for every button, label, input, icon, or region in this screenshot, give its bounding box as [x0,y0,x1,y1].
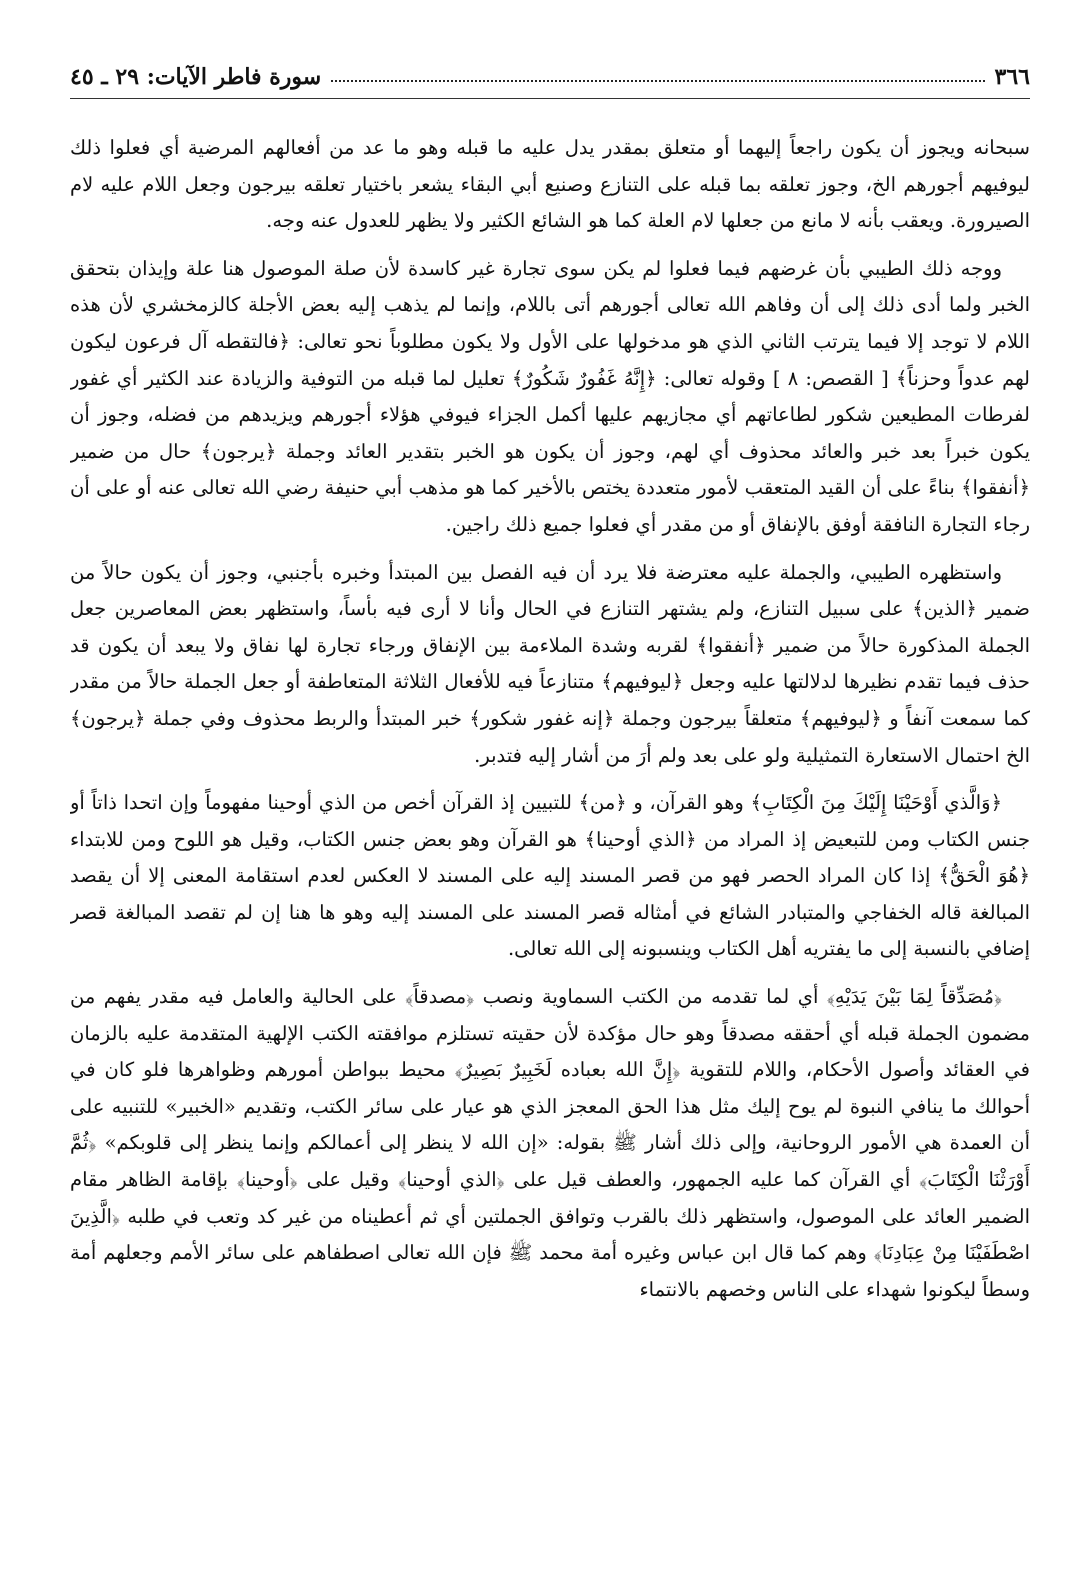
running-title: سورة فاطر الآيات: ٢٩ ـ ٤٥ [70,64,322,90]
paragraph-1: سبحانه ويجوز أن يكون راجعاً إليهما أو متعلق بمقدر يدل عليه ما قبله وهو ما عد من أفعالهم المرضية أي فعلوا ذلك ليوفيهم أجورهم الخ، وجوز تعلقه بما قبله على التنازع وصنيع أبي البقاء يشعر باختيار تعلقه بيرجون وجعل اللام عليه لام الصيرورة. ويعقب بأنه لا مانع من جعلها لام العلة كما هو الشائع الكثير ولا يظهر للعدول عنه وجه. [70,136,1030,233]
header-dot-leader [331,62,984,82]
page-body [70,130,1030,1319]
book-page [70,62,1030,1562]
header-divider [70,98,1030,99]
paragraph-2: ووجه ذلك الطيبي بأن غرضهم فيما فعلوا لم يكن سوى تجارة غير كاسدة لأن صلة الموصول هنا علة وإيذان بتحقق الخبر ولما أدى ذلك إلى أن وفاهم الله تعالى أجورهم أتى باللام، وإنما لم يذهب إليه بعض الأجلة كالزمخشري لأن هذه اللام لا توجد إلا فيما يترتب الثاني الذي هو مدخولها على الأول ولا يكون مطلوباً نحو تعالى: ﴿فالتقطه آل فرعون ليكون لهم عدواً وحزناً﴾ [ القصص: ٨ ] وقوله تعالى: ﴿إِنَّهُ غَفُورٌ شَكُورٌ﴾ تعليل لما قبله من التوفية والزيادة عند الكثير أي غفور لفرطات المطيعين شكور لطاعاتهم أي مجازيهم عليها أكمل الجزاء فيوفي هؤلاء أجورهم ويزيدهم من فضله، وجوز أن يكون خبراً بعد خبر والعائد محذوف أي لهم، وجوز أن يكون هو الخبر بتقدير العائد وجملة ﴿يرجون﴾ حال من ضمير ﴿أنفقوا﴾ بناءً على أن القيد المتعقب لأمور متعددة يختص بالأخير كما هو مذهب أبي حنيفة رضي الله تعالى عنه أو على أن رجاء التجارة النافقة أوفق بالإنفاق أو من مقدر أي فعلوا جميع ذلك راجين. [70,256,1030,536]
paragraph-3: واستظهره الطيبي، والجملة عليه معترضة فلا يرد أن فيه الفصل بين المبتدأ وخبره بأجنبي، وجوز أن يكون حالاً من ضمير ﴿الذين﴾ على سبيل التنازع، ولم يشتهر التنازع في الحال وأنا لا أرى فيه بأساً، واستظهر بعض المعاصرين جعل الجملة المذكورة حالاً من ضمير ﴿أنفقوا﴾ لقربه وشدة الملاءمة بين الإنفاق ورجاء تجارة لها نفاق ولا يبعد أن يكون قد حذف فيما تقدم نظيرها لدلالتها عليه وجعل ﴿ليوفيهم﴾ متنازعاً فيه للأفعال الثلاثة المتعاطفة أو جعل الجملة حالاً من مقدر كما سمعت آنفاً و ﴿ليوفيهم﴾ متعلقاً بيرجون وجملة ﴿إنه غفور شكور﴾ خبر المبتدأ والربط محذوف وفي جملة ﴿يرجون﴾ الخ احتمال الاستعارة التمثيلية ولو على بعد ولم أرَ من أشار إليه فتدبر. [70,560,1030,767]
paragraph-4: ﴿وَالَّذي أَوْحَيْنَا إِلَيْكَ مِنَ الْكِتَابِ﴾ وهو القرآن، و ﴿من﴾ للتبيين إذ القرآن أخص من الذي أوحينا مفهوماً وإن اتحدا ذاتاً أو جنس الكتاب ومن للتبعيض إذ المراد من ﴿الذي أوحينا﴾ هو القرآن وهو بعض جنس الكتاب، وقيل هو اللوح ومن للابتداء ﴿هُوَ الْحَقُّ﴾ إذا كان المراد الحصر فهو من قصر المسند إليه على المسند لا العكس لعدم استقامة المعنى إلا أن يقصد المبالغة قاله الخفاجي والمتبادر الشائع في أمثاله قصر المسند على المسند إليه وهو ها هنا إن لم تقصد المبالغة قصر إضافي بالنسبة إلى ما يفتريه أهل الكتاب وينسبونه إلى الله تعالى. [70,791,1030,961]
paragraph-5: ﴿مُصَدِّقاً لِمَا بَيْنَ يَدَيْهِ﴾ أي لما تقدمه من الكتب السماوية ونصب ﴿مصدقاً﴾ على الحالية والعامل فيه مقدر يفهم من مضمون الجملة قبله أي أحققه مصدقاً وهو حال مؤكدة لأن حقيته تستلزم موافقته الكتب الإلهية المتقدمة عليه بالزمان في العقائد وأصول الأحكام، واللام للتقوية ﴿إِنَّ الله بعباده لَخَبِيرٌ بَصِيرٌ﴾ محيط ببواطن أمورهم وظواهرها فلو كان في أحوالك ما ينافي النبوة لم يوح إليك مثل هذا الحق المعجز الذي هو عيار على سائر الكتب، وتقديم «الخبير» للتنبيه على أن العمدة هي الأمور الروحانية، وإلى ذلك أشار ﷺ بقوله: «إن الله لا ينظر إلى أعمالكم وإنما ينظر إلى قلوبكم» ﴿ثُمَّ أَوْرَثْنَا الْكِتَابَ﴾ أي القرآن كما عليه الجمهور، والعطف قيل على ﴿الذي أوحينا﴾ وقيل على ﴿أوحينا﴾ بإقامة الظاهر مقام الضمير العائد على الموصول، واستظهر ذلك بالقرب وتوافق الجملتين أي ثم أعطيناه من غير كد وتعب في طلبه ﴿الَّذِينَ اصْطَفَيْنَا مِنْ عِبَادِنَا﴾ وهم كما قال ابن عباس وغيره أمة محمد ﷺ فإن الله تعالى اصطفاهم على سائر الأمم وجعلهم أمة وسطاً ليكونوا شهداء على الناس وخصهم بالانتماء [70,985,1030,1301]
page-number: ٣٦٦ [994,64,1030,90]
